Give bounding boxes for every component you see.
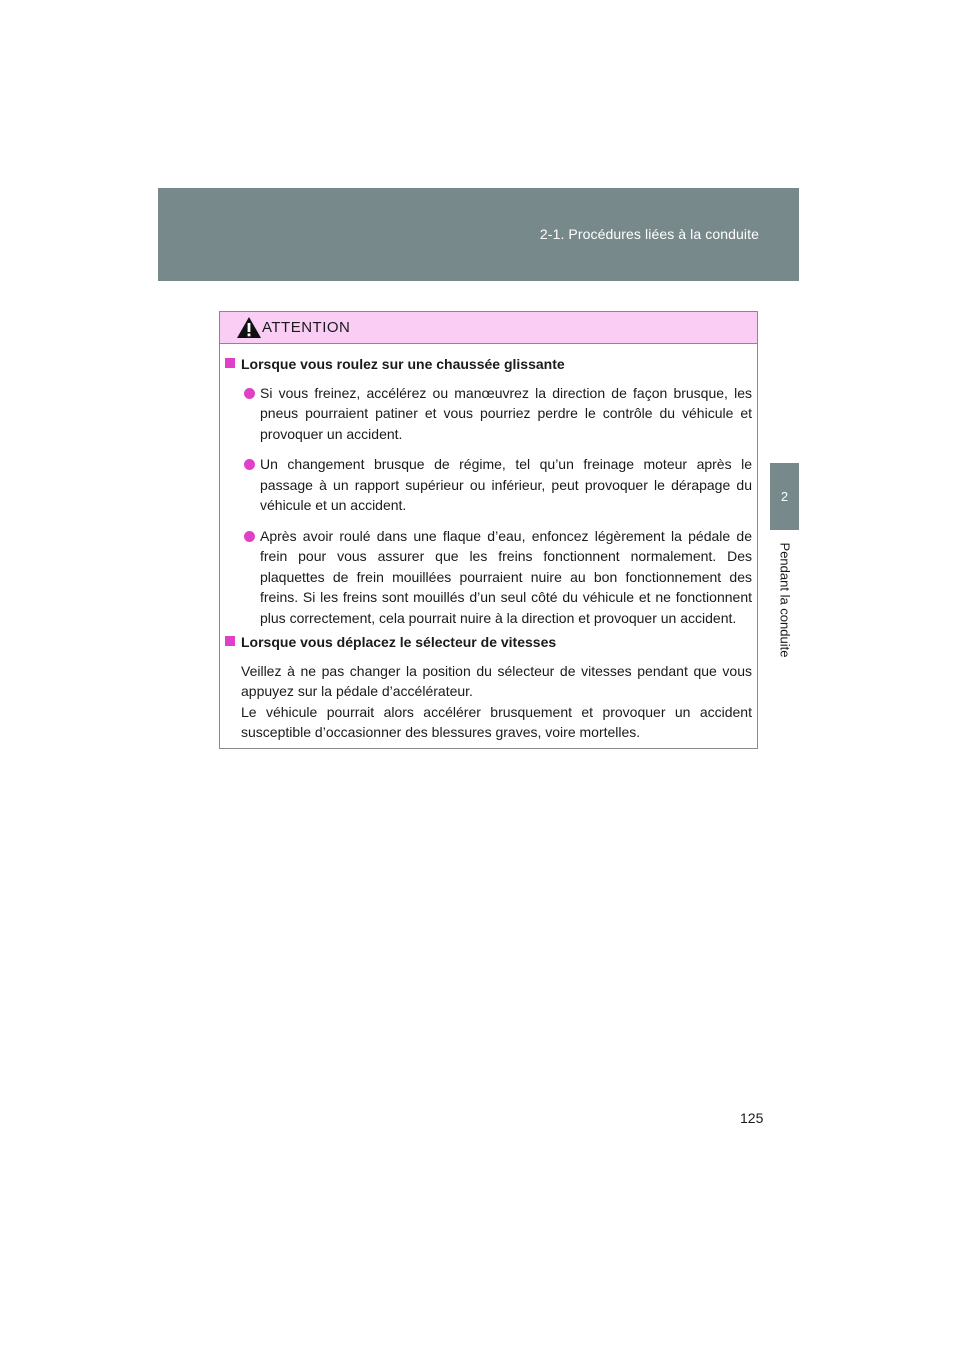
warning-box bbox=[219, 311, 758, 749]
section-heading bbox=[225, 354, 752, 375]
paragraph: Le véhicule pourrait alors accélérer brusquement et provoquer un accident susceptible d’occasionner des blessures graves, voire mortelles. bbox=[241, 703, 752, 740]
warning-body bbox=[220, 344, 757, 743]
section-heading-text: Lorsque vous déplacez le sélecteur de vitesses bbox=[241, 634, 557, 650]
chapter-tab-number: 2 bbox=[780, 489, 789, 504]
page-number: 125 bbox=[740, 1110, 764, 1126]
warning-triangle-icon bbox=[236, 316, 262, 339]
chapter-tab-label: Pendant la conduite bbox=[777, 542, 793, 658]
chapter-tab bbox=[770, 463, 799, 530]
circle-bullet-icon bbox=[244, 531, 255, 542]
list-item-text: Après avoir roulé dans une flaque d’eau, enfoncez légèrement la pédale de frein pour vous assurer que les freins fonctionnent normalement. Des plaquettes de frein mouillées pourraient nuire au bon fonctionnement des freins. Si les freins sont mouillés d’un seul côté du véhicule et ne fonctionnent plus correctement, cela pourrait nuire à la direction et provoquer un accident. bbox=[260, 527, 752, 626]
section-heading bbox=[225, 632, 752, 653]
section-heading-text: Lorsque vous roulez sur une chaussée glissante bbox=[241, 356, 565, 372]
section-title: 2-1. Procédures liées à la conduite bbox=[539, 226, 759, 242]
list-item bbox=[225, 454, 752, 516]
list-item bbox=[225, 383, 752, 445]
circle-bullet-icon bbox=[244, 459, 255, 470]
warning-title: ATTENTION bbox=[262, 319, 351, 336]
paragraph: Veillez à ne pas changer la position du sélecteur de vitesses pendant que vous appuyez sur la pédale d’accélérateur. bbox=[241, 662, 752, 699]
warning-header bbox=[220, 312, 757, 344]
circle-bullet-icon bbox=[244, 388, 255, 399]
list-item-text: Si vous freinez, accélérez ou manœuvrez la direction de façon brusque, les pneus pourraient patiner et vous pourriez perdre le contrôle du véhicule et provoquer un accident. bbox=[260, 384, 752, 442]
list-item-text: Un changement brusque de régime, tel qu’un freinage moteur après le passage à un rapport supérieur ou inférieur, peut provoquer le dérapage du véhicule et un accident. bbox=[260, 456, 752, 513]
list-item bbox=[225, 526, 752, 629]
square-bullet-icon bbox=[225, 636, 235, 646]
chapter-header-band bbox=[158, 188, 799, 281]
square-bullet-icon bbox=[225, 358, 235, 368]
